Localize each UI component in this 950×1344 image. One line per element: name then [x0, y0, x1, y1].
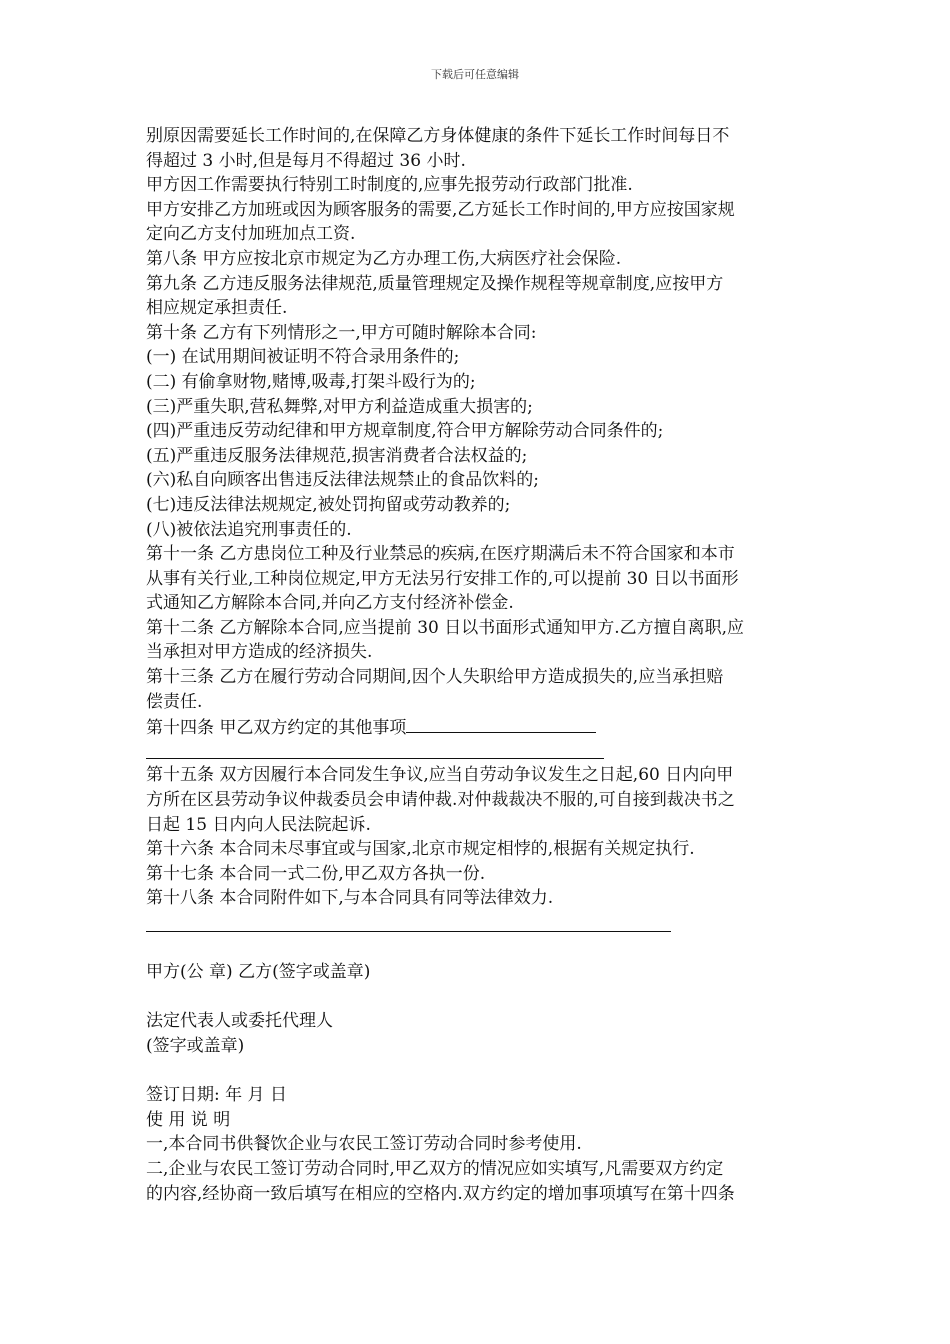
text-line: 第十二条 乙方解除本合同,应当提前 30 日以书面形式通知甲方.乙方擅自离职,应 [146, 617, 745, 638]
text-line: (三)严重失职,营私舞弊,对甲方利益造成重大损害的; [146, 396, 533, 417]
article-14-text: 第十四条 甲乙双方约定的其他事项 [146, 718, 407, 739]
instruction-item: 的内容,经协商一致后填写在相应的空格内.双方约定的增加事项填写在第十四条 [146, 1183, 735, 1204]
document-body [146, 124, 806, 1206]
fill-in-rule [146, 739, 806, 764]
signature-date: 签订日期: 年 月 日 [146, 1085, 287, 1106]
text-line: (四)严重违反劳动纪律和甲方规章制度,符合甲方解除劳动合同条件的; [146, 421, 664, 442]
text-line: 当承担对甲方造成的经济损失. [146, 642, 373, 663]
text-line: 偿责任. [146, 691, 203, 712]
text-line: 第八条 甲方应按北京市规定为乙方办理工伤,大病医疗社会保险. [146, 248, 622, 269]
text-line: 得超过 3 小时,但是每月不得超过 36 小时. [146, 150, 466, 171]
text-line: 日起 15 日内向人民法院起诉. [146, 814, 371, 835]
text-line: (六)私自向顾客出售违反法律法规禁止的食品饮料的; [146, 470, 539, 491]
signature-parties: 甲方(公 章) 乙方(签字或盖章) [146, 962, 371, 983]
text-line: (八)被依法追究刑事责任的. [146, 519, 352, 540]
text-line: 定向乙方支付加班加点工资. [146, 224, 356, 245]
fill-in-blank [406, 714, 596, 733]
text-line: 第十八条 本合同附件如下,与本合同具有同等法律效力. [146, 888, 554, 909]
text-line: 方所在区县劳动争议仲裁委员会申请仲裁.对仲裁裁决不服的,可自接到裁决书之 [146, 790, 735, 811]
text-line: (五)严重违反服务法律规范,损害消费者合法权益的; [146, 445, 528, 466]
signature-representative: 法定代表人或委托代理人 [146, 1011, 333, 1032]
text-line: 甲方安排乙方加班或因为顾客服务的需要,乙方延长工作时间的,甲方应按国家规 [146, 199, 735, 220]
text-line: (二) 有偷拿财物,赌博,吸毒,打架斗殴行为的; [146, 371, 476, 392]
text-line: 第十六条 本合同未尽事宜或与国家,北京市规定相悖的,根据有关规定执行. [146, 839, 695, 860]
page-header: 下载后可任意编辑 [431, 68, 519, 81]
attachment-rule [146, 911, 806, 936]
contract-clauses [146, 124, 806, 714]
text-line: 第十三条 乙方在履行劳动合同期间,因个人失职给甲方造成损失的,应当承担赔 [146, 667, 724, 688]
instruction-item: 二,企业与农民工签订劳动合同时,甲乙双方的情况应如实填写,凡需要双方约定 [146, 1158, 724, 1179]
instructions-title: 使 用 说 明 [146, 1109, 231, 1130]
instruction-item: 一,本合同书供餐饮企业与农民工签订劳动合同时参考使用. [146, 1134, 582, 1155]
text-line: 第十条 乙方有下列情形之一,甲方可随时解除本合同: [146, 322, 537, 343]
contract-clauses-continued [146, 763, 806, 911]
text-line: 别原因需要延长工作时间的,在保障乙方身体健康的条件下延长工作时间每日不 [146, 126, 730, 146]
text-line: 第十五条 双方因履行本合同发生争议,应当自劳动争议发生之日起,60 日内向甲 [146, 765, 734, 786]
text-line: 第九条 乙方违反服务法律规范,质量管理规定及操作规程等规章制度,应按甲方 [146, 273, 724, 294]
text-line: (七)违反法律法规规定,被处罚拘留或劳动教养的; [146, 494, 511, 515]
text-line: 相应规定承担责任. [146, 298, 288, 319]
text-line: 甲方因工作需要执行特别工时制度的,应事先报劳动行政部门批准. [146, 175, 633, 196]
text-line: 从事有关行业,工种岗位规定,甲方无法另行安排工作的,可以提前 30 日以书面形 [146, 568, 739, 589]
text-line: (一) 在试用期间被证明不符合录用条件的; [146, 347, 460, 368]
text-line: 第十一条 乙方患岗位工种及行业禁忌的疾病,在医疗期满后未不符合国家和本市 [146, 544, 735, 565]
signature-rep-sign: (签字或盖章) [146, 1035, 245, 1056]
text-line: 第十七条 本合同一式二份,甲乙双方各执一份. [146, 863, 486, 884]
article-14-line [146, 714, 806, 739]
text-line: 式通知乙方解除本合同,并向乙方支付经济补偿金. [146, 593, 514, 614]
